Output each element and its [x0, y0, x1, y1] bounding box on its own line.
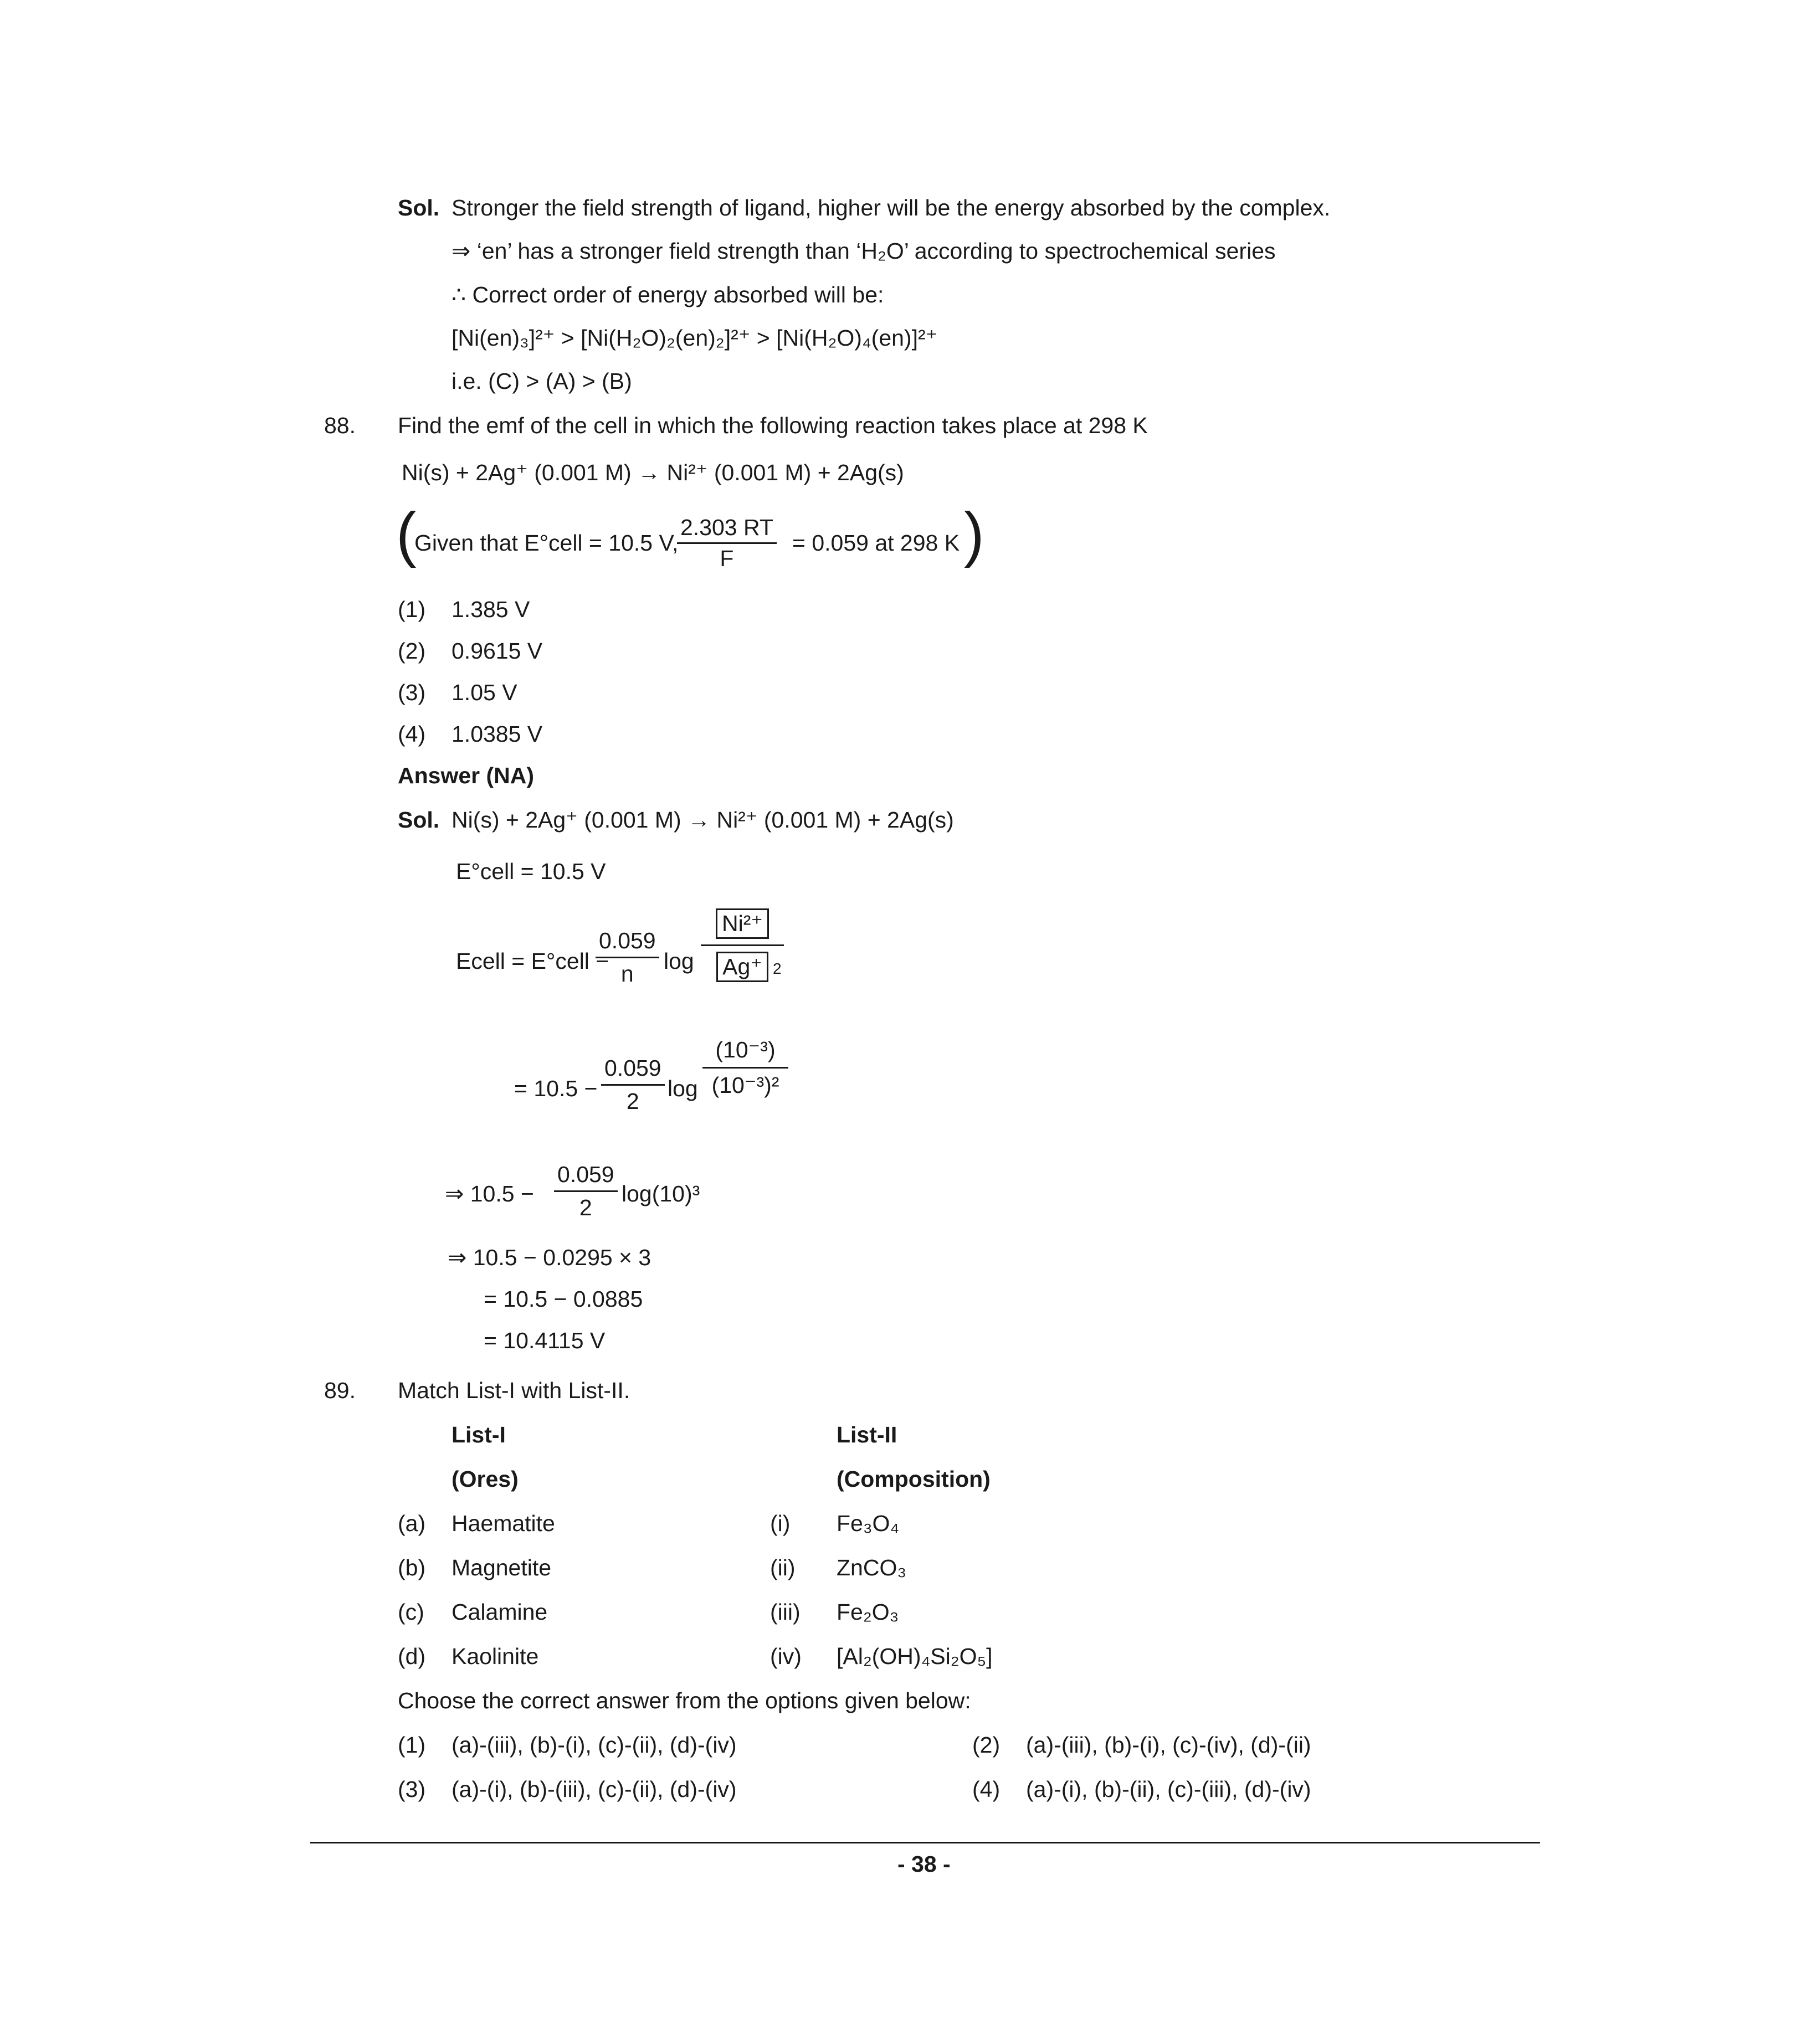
instruction-text: Choose the correct answer from the options given below: [398, 1688, 971, 1713]
log-denominator: (10⁻³)² [711, 1072, 779, 1098]
log-label: log [668, 1076, 698, 1101]
nernst-lhs: Ecell = E°cell − [456, 948, 609, 974]
list1-subtitle: (Ores) [452, 1466, 519, 1492]
log-numerator: (10⁻³) [715, 1037, 776, 1062]
option-text: (a)-(iii), (b)-(i), (c)-(ii), (d)-(iv) [452, 1732, 737, 1758]
step: = 10.5 − 0.0885 [484, 1286, 643, 1312]
sol-line: ∴ Correct order of energy absorbed will be: [452, 282, 884, 307]
fraction-numerator: 2.303 RT [677, 516, 777, 544]
row-label: (iii) [770, 1599, 801, 1625]
coeff-den: 2 [579, 1195, 592, 1220]
question-number: 89. [324, 1378, 356, 1403]
ore-name: Calamine [452, 1599, 548, 1625]
final-answer: = 10.4115 V [484, 1328, 606, 1353]
given-prefix: Given that E°cell = 10.5 V, [414, 530, 679, 556]
question-text: Find the emf of the cell in which the following reaction takes place at 298 K [398, 413, 1148, 438]
row-label: (c) [398, 1599, 424, 1625]
step-coeff [554, 1163, 618, 1219]
composition: [Al₂(OH)₄Si₂O₅] [837, 1644, 993, 1669]
log-argument [701, 908, 784, 982]
composition: Fe₃O₄ [837, 1511, 900, 1536]
coeff-num: 0.059 [596, 929, 659, 958]
composition: Fe₂O₃ [837, 1599, 899, 1625]
row-label: (i) [770, 1511, 791, 1536]
fraction-bar [701, 944, 784, 946]
coeff-num: 0.059 [601, 1057, 665, 1086]
left-paren: ( [396, 500, 417, 568]
substitution-coeff [601, 1057, 665, 1113]
fraction-denominator: F [720, 546, 734, 571]
option-text: 1.05 V [452, 680, 517, 705]
right-paren: ) [964, 500, 984, 568]
sol-reaction: Ni(s) + 2Ag⁺ (0.001 M) → Ni²⁺ (0.001 M) + 2Ag(s) [452, 807, 954, 833]
std-potential: E°cell = 10.5 V [456, 859, 606, 884]
list2-title: List-II [837, 1422, 897, 1447]
exponent: 2 [773, 960, 782, 977]
log-numerator: Ni²⁺ [716, 908, 769, 939]
step-rhs: log(10)³ [622, 1181, 700, 1206]
reaction-equation: Ni(s) + 2Ag⁺ (0.001 M) → Ni²⁺ (0.001 M) + 2Ag(s) [402, 460, 904, 485]
ore-name: Kaolinite [452, 1644, 539, 1669]
sol-label: Sol. [398, 807, 440, 833]
option-text: (a)-(i), (b)-(iii), (c)-(ii), (d)-(iv) [452, 1776, 737, 1802]
footer-divider [310, 1842, 1540, 1843]
sol-line: ⇒ ‘en’ has a stronger field strength than ‘H₂O’ according to spectrochemical series [452, 238, 1276, 264]
ore-name: Haematite [452, 1511, 555, 1536]
option-number: (2) [398, 638, 426, 664]
option-number: (2) [972, 1732, 1001, 1758]
step-lhs: ⇒ 10.5 − [445, 1181, 534, 1206]
row-label: (a) [398, 1511, 426, 1536]
nernst-coeff [596, 929, 659, 985]
step: ⇒ 10.5 − 0.0295 × 3 [448, 1245, 651, 1270]
given-fraction [677, 516, 777, 570]
log-label: log [664, 948, 694, 974]
ore-name: Magnetite [452, 1555, 552, 1580]
option-number: (1) [398, 597, 426, 622]
complex-order: [Ni(en)₃]²⁺ > [Ni(H₂O)₂(en)₂]²⁺ > [Ni(H₂O)₄(en)]²⁺ [452, 325, 938, 351]
option-number: (1) [398, 1732, 426, 1758]
list2-subtitle: (Composition) [837, 1466, 991, 1492]
option-number: (4) [398, 721, 426, 747]
list1-title: List-I [452, 1422, 506, 1447]
option-text: 1.0385 V [452, 721, 543, 747]
row-label: (iv) [770, 1644, 802, 1669]
option-text: (a)-(i), (b)-(ii), (c)-(iii), (d)-(iv) [1026, 1776, 1311, 1802]
log-argument [702, 1039, 788, 1097]
option-number: (3) [398, 1776, 426, 1802]
row-label: (b) [398, 1555, 426, 1580]
sol-label: Sol. [398, 195, 440, 220]
option-text: 0.9615 V [452, 638, 543, 664]
option-text: 1.385 V [452, 597, 530, 622]
option-number: (3) [398, 680, 426, 705]
sol-line: i.e. (C) > (A) > (B) [452, 368, 632, 394]
answer-label: Answer (NA) [398, 763, 535, 788]
given-suffix: = 0.059 at 298 K [792, 530, 960, 556]
option-number: (4) [972, 1776, 1001, 1802]
option-text: (a)-(iii), (b)-(i), (c)-(iv), (d)-(ii) [1026, 1732, 1311, 1758]
coeff-den: 2 [626, 1088, 639, 1114]
sol-line: Stronger the field strength of ligand, higher will be the energy absorbed by the complex. [452, 195, 1331, 220]
question-text: Match List-I with List-II. [398, 1378, 630, 1403]
coeff-den: n [620, 961, 634, 987]
log-denominator: Ag⁺ [716, 952, 768, 982]
row-label: (d) [398, 1644, 426, 1669]
row-label: (ii) [770, 1555, 796, 1580]
composition: ZnCO₃ [837, 1555, 907, 1580]
coeff-num: 0.059 [554, 1163, 618, 1192]
page-number: - 38 - [897, 1851, 951, 1877]
substitution-lhs: = 10.5 − [514, 1076, 598, 1101]
question-number: 88. [324, 413, 356, 438]
